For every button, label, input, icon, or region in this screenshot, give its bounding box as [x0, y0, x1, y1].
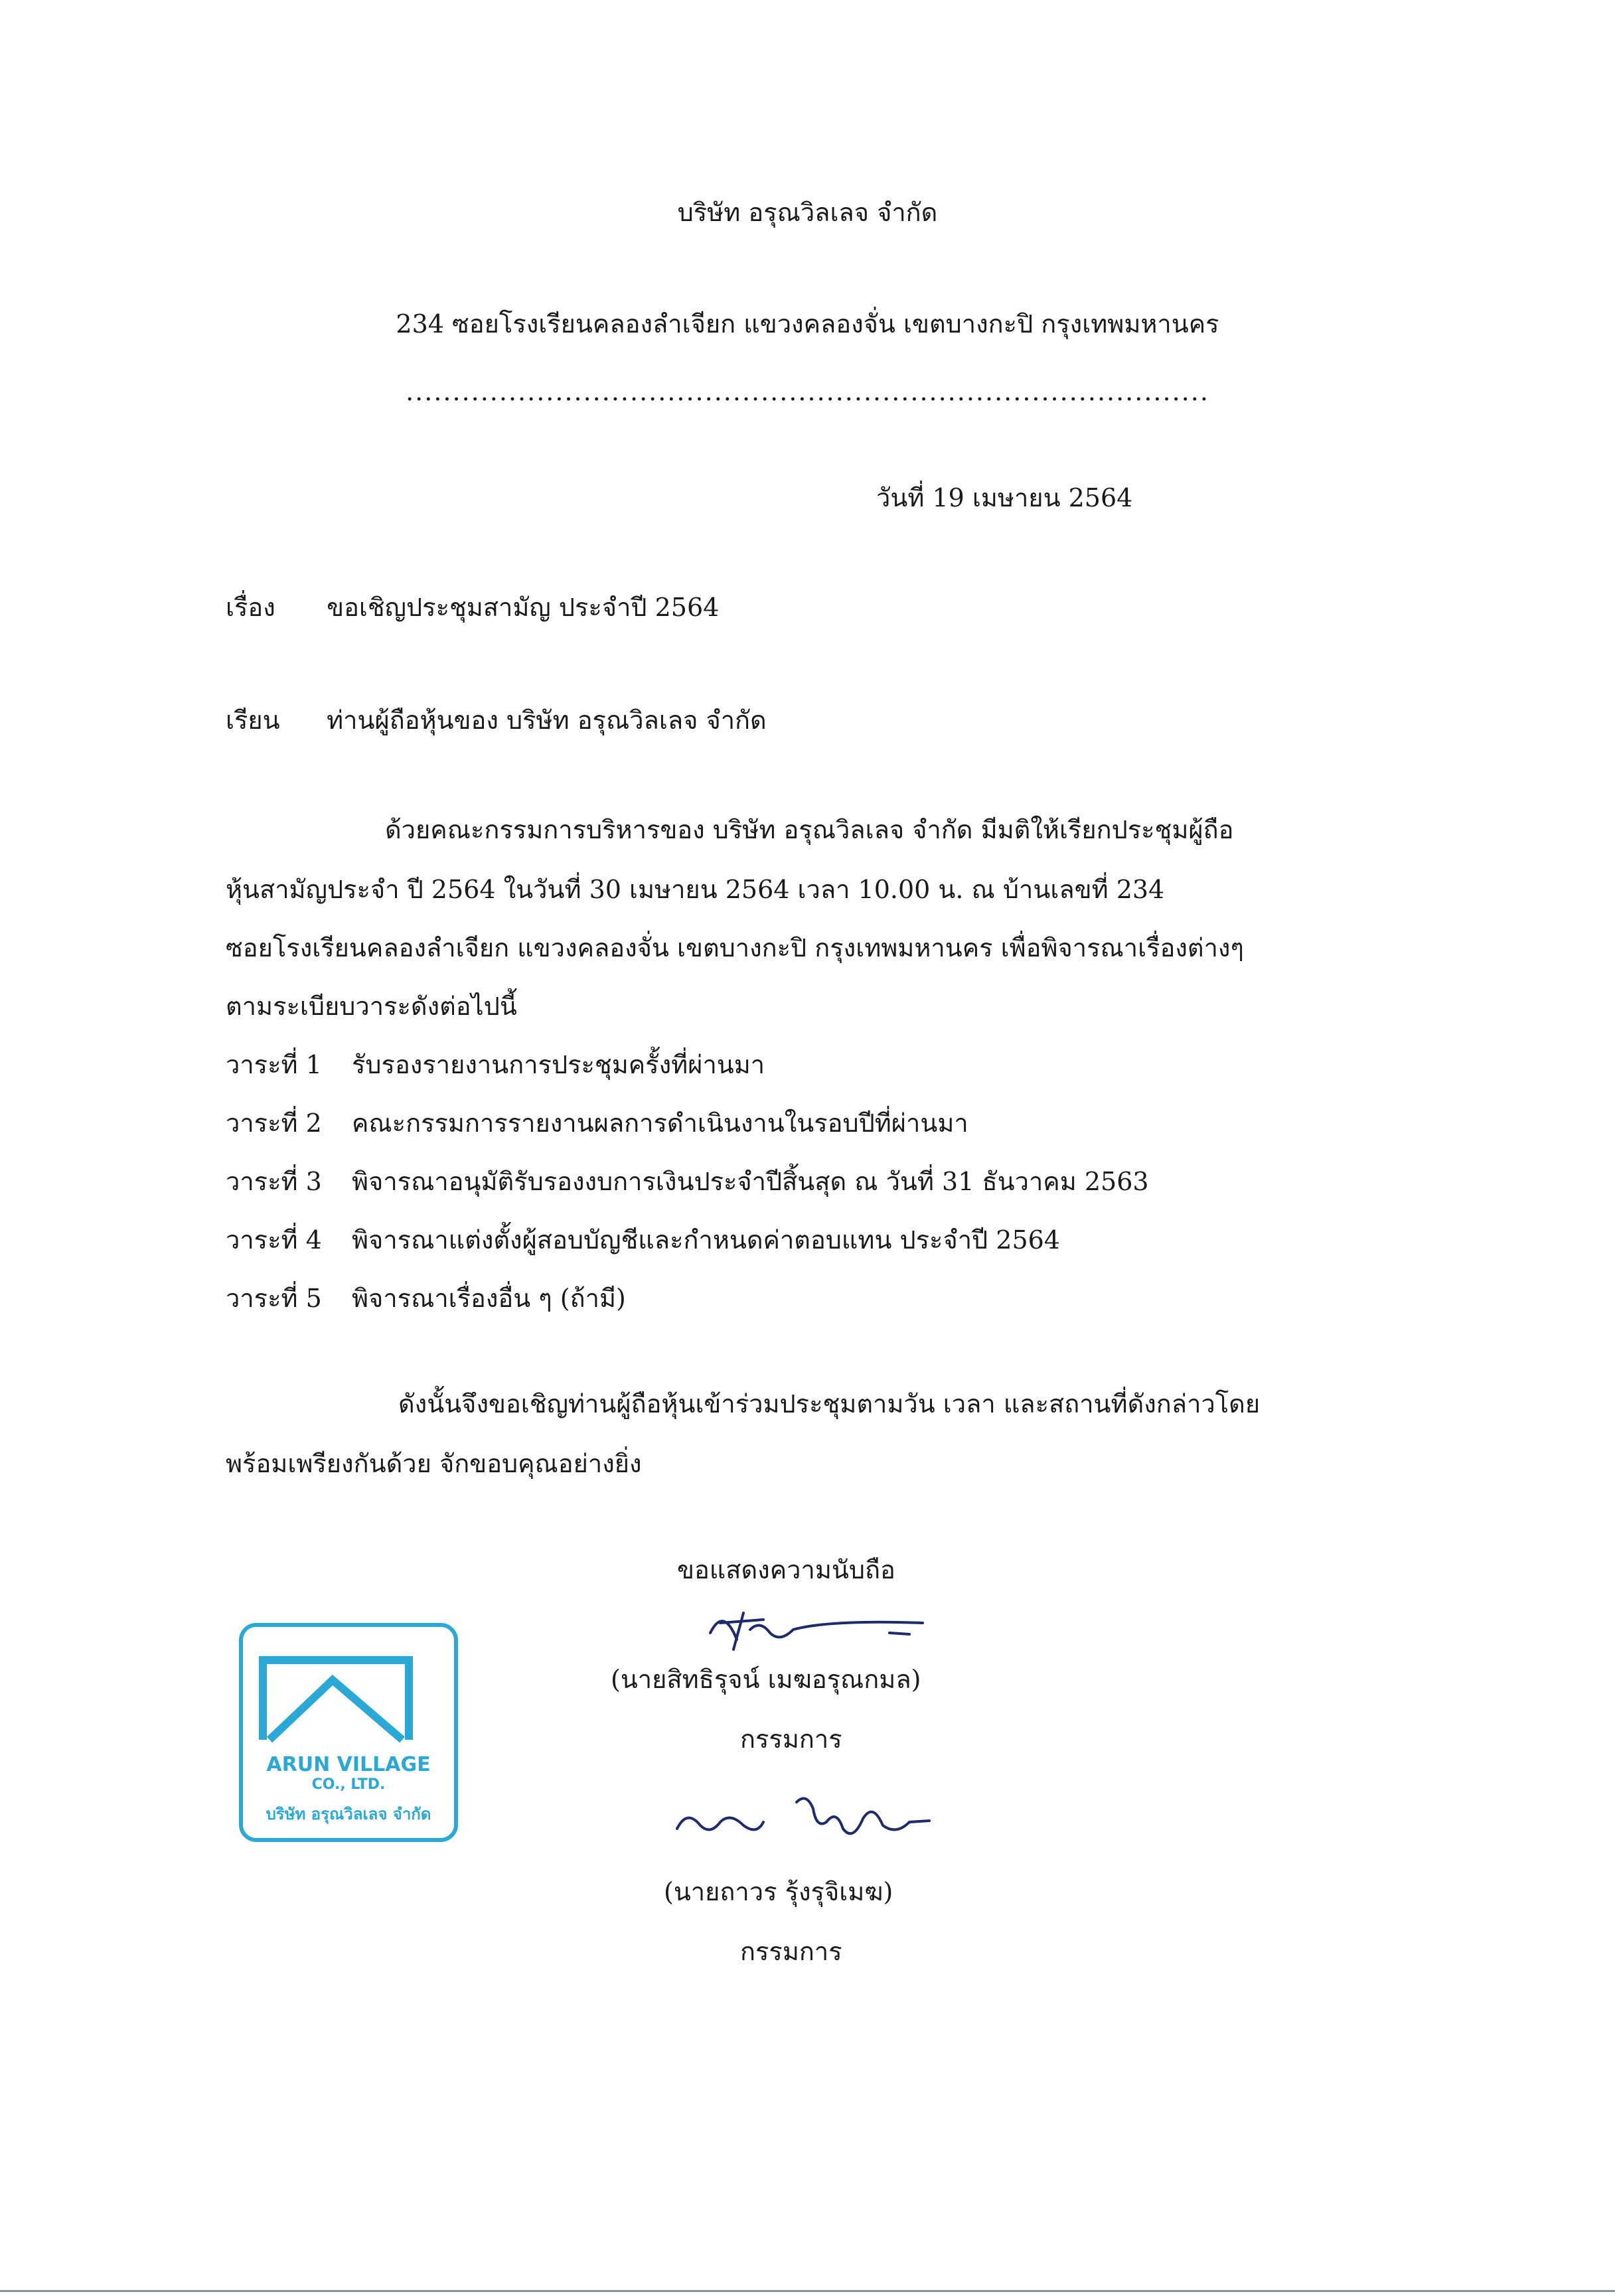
agenda-item	[226, 1162, 1149, 1201]
subject-line	[226, 587, 719, 627]
house-logo-icon	[256, 1640, 442, 1753]
company-name: บริษัท อรุณวิลเลจ จำกัด	[677, 198, 938, 227]
agenda-text: พิจารณาเรื่องอื่น ๆ (ถ้ามี)	[352, 1284, 626, 1313]
bottom-scan-edge	[0, 2290, 1615, 2292]
agenda-number: วาระที่ 5	[226, 1284, 322, 1313]
subject-label: เรื่อง	[226, 593, 275, 622]
agenda-item	[226, 1103, 968, 1143]
agenda-number: วาระที่ 2	[226, 1109, 322, 1138]
body-line-4: ตามระเบียบวาระดังต่อไปนี้	[226, 992, 517, 1021]
stamp-suffix: CO., LTD.	[311, 1776, 386, 1793]
agenda-number: วาระที่ 1	[226, 1050, 322, 1079]
agenda-number: วาระที่ 3	[226, 1167, 322, 1196]
signatory-1-name: (นายสิทธิรุจน์ เมฆอรุณกมล)	[611, 1665, 921, 1694]
company-address: 234 ซอยโรงเรียนคลองลำเจียก แขวงคลองจั่น เขตบางกะปิ กรุงเทพมหานคร	[396, 309, 1219, 339]
signature-2	[664, 1782, 956, 1855]
signatory-2-name: (นายถาวร รุ้งรุจิเมฆ)	[664, 1877, 893, 1906]
recipient-text: ท่านผู้ถือหุ้นของ บริษัท อรุณวิลเลจ จำกัด	[327, 706, 767, 735]
agenda-item	[226, 1220, 1060, 1260]
recipient-line	[226, 700, 767, 740]
closing-line-2: พร้อมเพรียงกันด้วย จักขอบคุณอย่างยิ่ง	[226, 1449, 642, 1478]
body-line-2: หุ้นสามัญประจำ ปี 2564 ในวันที่ 30 เมษายน 2564 เวลา 10.00 น. ณ บ้านเลขที่ 234	[226, 875, 1165, 904]
stamp-thai-name: บริษัท อรุณวิลเลจ จำกัด	[266, 1805, 431, 1823]
recipient-label: เรียน	[226, 706, 280, 735]
regards-text: ขอแสดงความนับถือ	[677, 1555, 895, 1584]
signatory-1-title: กรรมการ	[740, 1724, 842, 1754]
address-dotted-line: ......................................................................................	[406, 377, 1209, 406]
agenda-text: รับรองรายงานการประชุมครั้งที่ผ่านมา	[352, 1050, 765, 1079]
agenda-number: วาระที่ 4	[226, 1225, 322, 1255]
company-stamp	[239, 1623, 458, 1842]
agenda-text: คณะกรรมการรายงานผลการดำเนินงานในรอบปีที่ผ่านมา	[352, 1109, 968, 1138]
signatory-2-title: กรรมการ	[740, 1937, 842, 1966]
agenda-text: พิจารณาอนุมัติรับรองงบการเงินประจำปีสิ้นสุด ณ วันที่ 31 ธันวาคม 2563	[352, 1167, 1149, 1196]
subject-text: ขอเชิญประชุมสามัญ ประจำปี 2564	[327, 593, 720, 622]
body-line-3: ซอยโรงเรียนคลองลำเจียก แขวงคลองจั่น เขตบางกะปิ กรุงเทพมหานคร เพื่อพิจารณาเรื่องต่างๆ	[226, 933, 1244, 962]
letter-date: วันที่ 19 เมษายน 2564	[876, 483, 1133, 512]
closing-line-1: ดังนั้นจึงขอเชิญท่านผู้ถือหุ้นเข้าร่วมประชุมตามวัน เวลา และสถานที่ดังกล่าวโดย	[398, 1389, 1261, 1418]
stamp-brand: ARUN VILLAGE	[266, 1753, 431, 1776]
body-line-1: ด้วยคณะกรรมการบริหารของ บริษัท อรุณวิลเลจ จำกัด มีมติให้เรียกประชุมผู้ถือ	[385, 815, 1234, 844]
agenda-item	[226, 1278, 626, 1318]
agenda-text: พิจารณาแต่งตั้งผู้สอบบัญชีและกำหนดค่าตอบแทน ประจำปี 2564	[352, 1225, 1060, 1255]
agenda-item	[226, 1045, 765, 1085]
